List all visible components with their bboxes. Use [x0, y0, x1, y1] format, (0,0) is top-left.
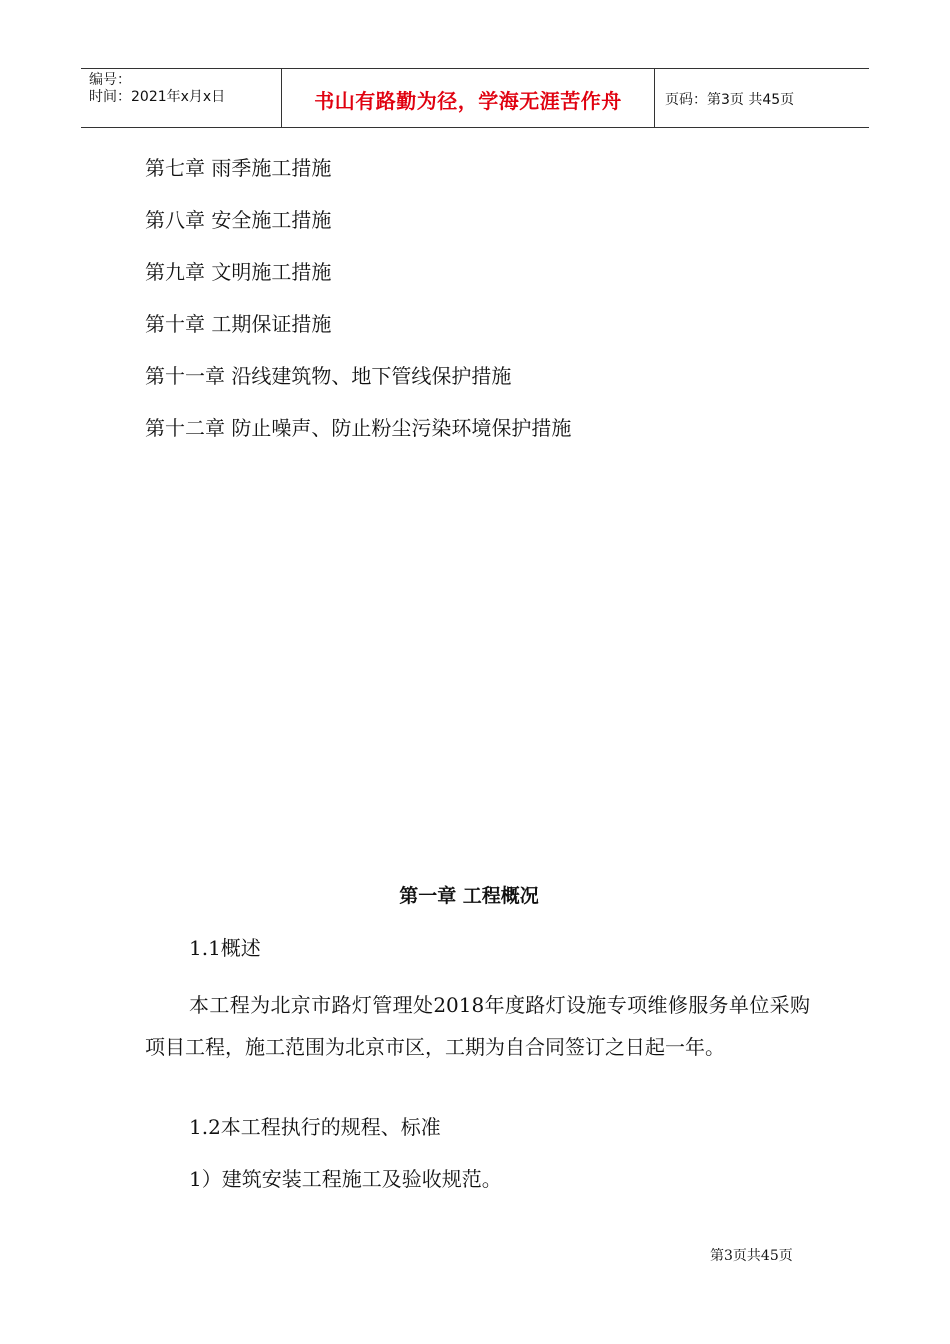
- toc-item: 第九章 文明施工措施: [145, 260, 332, 284]
- toc-item: 第十一章 沿线建筑物、地下管线保护措施: [145, 364, 512, 388]
- header-page-info: 页码：第3页 共45页: [665, 92, 795, 108]
- chapter-title: 第一章 工程概况: [399, 885, 539, 907]
- toc-item: 第七章 雨季施工措施: [145, 156, 332, 180]
- header-time-label: 时间：2021年x月x日: [89, 89, 226, 105]
- header-code-label: 编号：: [89, 72, 131, 88]
- section-heading-overview: 1.1概述: [189, 936, 261, 960]
- page-header: [81, 68, 869, 128]
- page-footer: 第3页共45页: [710, 1248, 793, 1264]
- header-meta-cell: [81, 69, 282, 127]
- standards-list-item: 1）建筑安装工程施工及验收规范。: [189, 1167, 502, 1191]
- toc-item: 第十二章 防止噪声、防止粉尘污染环境保护措施: [145, 416, 572, 440]
- toc-item: 第八章 安全施工措施: [145, 208, 332, 232]
- overview-paragraph: 本工程为北京市路灯管理处2018年度路灯设施专项维修服务单位采购项目工程，施工范围为北京市区，工期为自合同签订之日起一年。: [145, 993, 810, 1059]
- section-heading-standards: 1.2本工程执行的规程、标准: [189, 1115, 441, 1139]
- header-motto: 书山有路勤为径，学海无涯苦作舟: [282, 69, 655, 127]
- toc-item: 第十章 工期保证措施: [145, 312, 332, 336]
